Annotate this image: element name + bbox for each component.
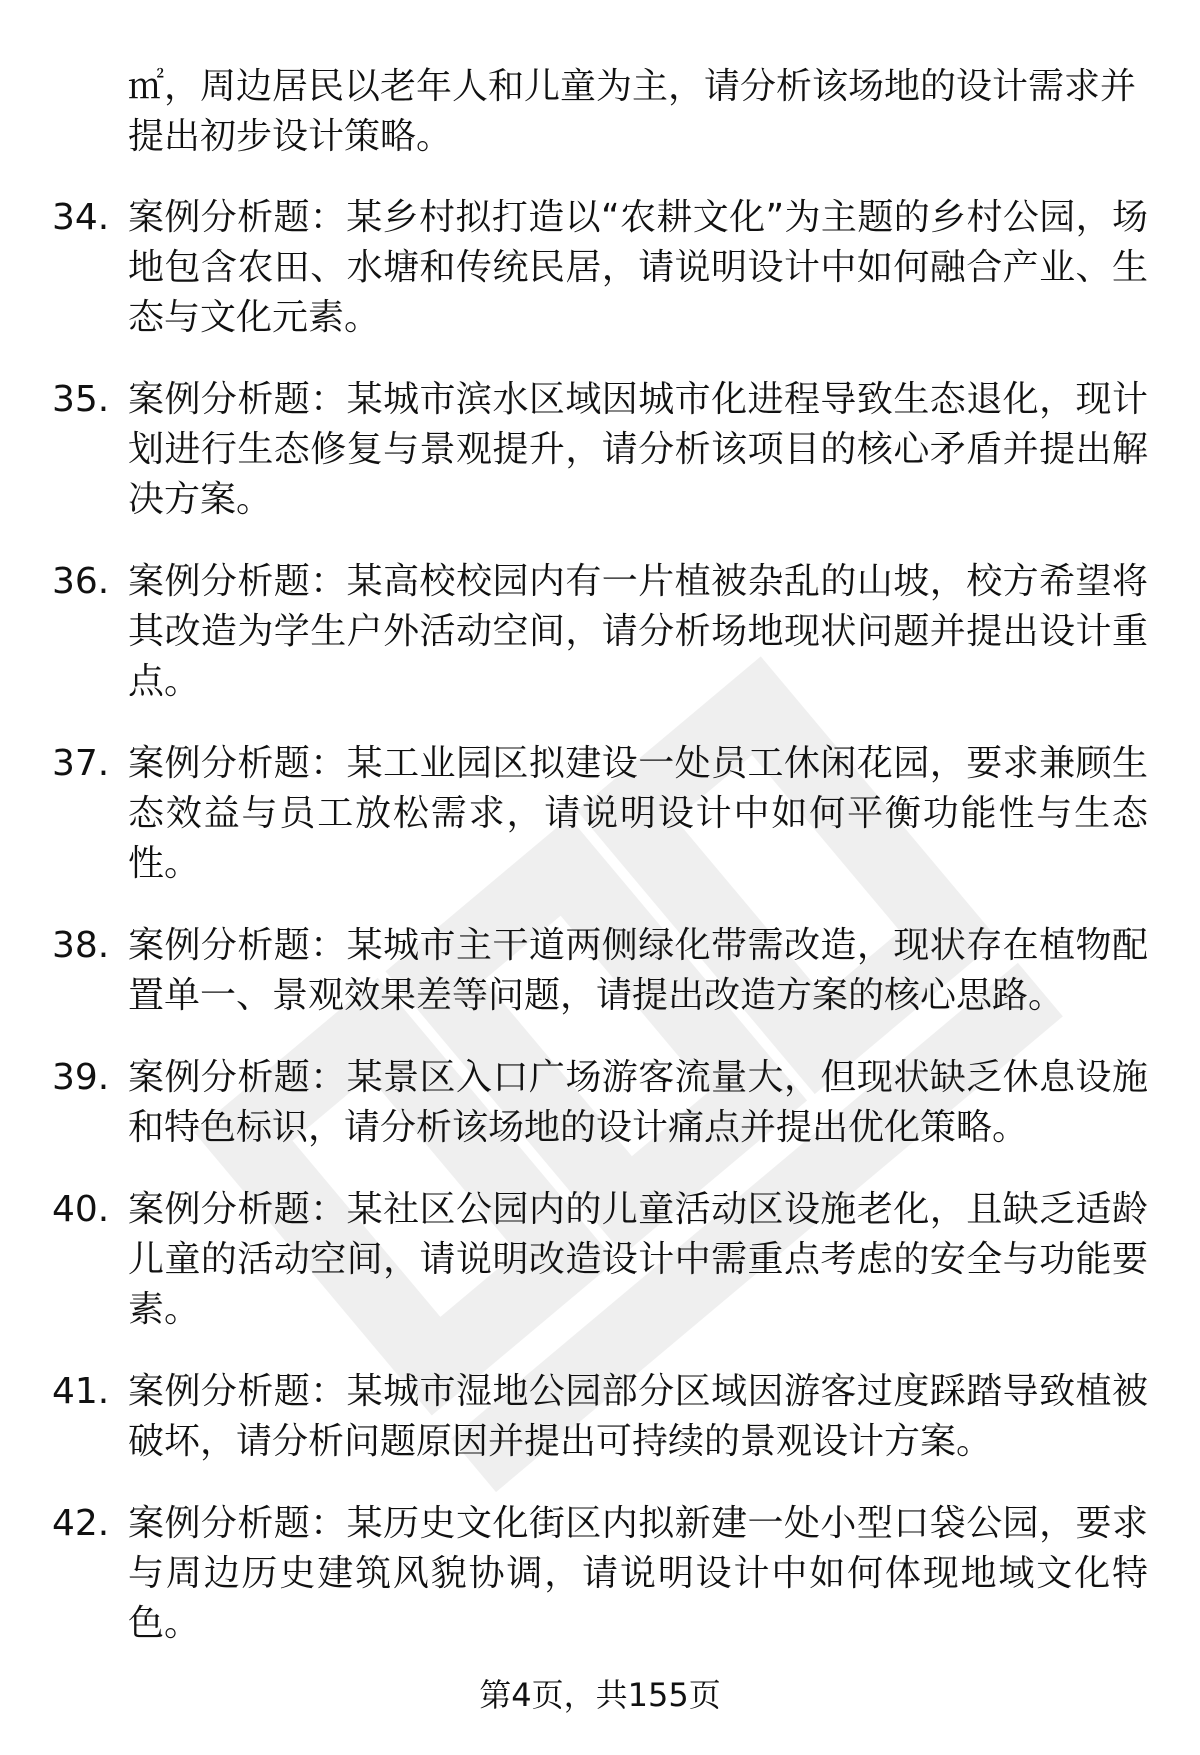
question-number: 38. <box>52 925 110 966</box>
question-text: 案例分析题：某工业园区拟建设一处员工休闲花园，要求兼顾生态效益与员工放松需求，请说明设计中如何平衡功能性与生态性。 <box>128 743 1148 884</box>
question-item <box>0 557 1200 707</box>
question-number: 34. <box>52 197 110 238</box>
question-text: 案例分析题：某历史文化街区内拟新建一处小型口袋公园，要求与周边历史建筑风貌协调，请说明设计中如何体现地域文化特色。 <box>128 1503 1148 1644</box>
question-item <box>0 1499 1200 1649</box>
question-number: 37. <box>52 743 110 784</box>
question-item <box>0 1053 1200 1153</box>
question-number: 40. <box>52 1189 110 1230</box>
question-item <box>0 921 1200 1021</box>
question-number: 35. <box>52 379 110 420</box>
continuation-line: 提出初步设计策略。 <box>128 116 453 157</box>
question-item <box>0 375 1200 525</box>
question-list <box>0 193 1200 1681</box>
continuation-line: ㎡，周边居民以老年人和儿童为主，请分析该场地的设计需求并 <box>128 66 1137 107</box>
question-number: 36. <box>52 561 110 602</box>
question-text: 案例分析题：某社区公园内的儿童活动区设施老化，且缺乏适龄儿童的活动空间，请说明改造设计中需重点考虑的安全与功能要素。 <box>128 1189 1148 1330</box>
question-text: 案例分析题：某乡村拟打造以“农耕文化”为主题的乡村公园，场地包含农田、水塘和传统民居，请说明设计中如何融合产业、生态与文化元素。 <box>128 197 1148 338</box>
question-number: 39. <box>52 1057 110 1098</box>
continued-question-text <box>128 62 1148 162</box>
question-item <box>0 1185 1200 1335</box>
question-number: 42. <box>52 1503 110 1544</box>
question-item <box>0 193 1200 343</box>
question-text: 案例分析题：某景区入口广场游客流量大，但现状缺乏休息设施和特色标识，请分析该场地的设计痛点并提出优化策略。 <box>128 1057 1148 1148</box>
question-text: 案例分析题：某高校校园内有一片植被杂乱的山坡，校方希望将其改造为学生户外活动空间，请分析场地现状问题并提出设计重点。 <box>128 561 1148 702</box>
page-number-footer: 第4页，共155页 <box>479 1676 721 1714</box>
question-text: 案例分析题：某城市滨水区域因城市化进程导致生态退化，现计划进行生态修复与景观提升，请分析该项目的核心矛盾并提出解决方案。 <box>128 379 1148 520</box>
question-item <box>0 1367 1200 1467</box>
question-item <box>0 739 1200 889</box>
question-number: 41. <box>52 1371 110 1412</box>
question-text: 案例分析题：某城市湿地公园部分区域因游客过度踩踏导致植被破坏，请分析问题原因并提出可持续的景观设计方案。 <box>128 1371 1148 1462</box>
question-text: 案例分析题：某城市主干道两侧绿化带需改造，现状存在植物配置单一、景观效果差等问题，请提出改造方案的核心思路。 <box>128 925 1148 1016</box>
